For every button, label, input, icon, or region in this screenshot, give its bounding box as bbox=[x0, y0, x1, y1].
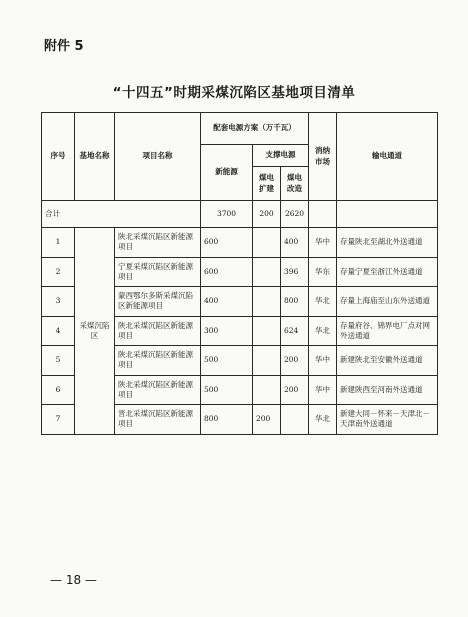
header-seq: 序号 bbox=[42, 113, 75, 201]
row-new-energy: 600 bbox=[201, 228, 253, 258]
row-market: 华北 bbox=[309, 316, 337, 346]
attachment-label: 附件 5 bbox=[44, 39, 84, 54]
row-coal-upgrade: 200 bbox=[281, 346, 309, 376]
page-number: — 18 — bbox=[50, 573, 97, 587]
header-new-energy: 新能源 bbox=[201, 145, 253, 201]
row-seq: 2 bbox=[42, 257, 75, 287]
row-market: 华东 bbox=[309, 257, 337, 287]
row-coal-upgrade: 400 bbox=[281, 228, 309, 258]
row-new-energy: 500 bbox=[201, 375, 253, 405]
row-new-energy: 500 bbox=[201, 346, 253, 376]
row-seq: 1 bbox=[42, 228, 75, 258]
row-seq: 4 bbox=[42, 316, 75, 346]
row-new-energy: 400 bbox=[201, 287, 253, 317]
total-coal-upgrade: 2620 bbox=[281, 201, 309, 228]
row-coal-expand bbox=[253, 287, 281, 317]
row-coal-upgrade: 800 bbox=[281, 287, 309, 317]
row-coal-expand bbox=[253, 346, 281, 376]
row-new-energy: 600 bbox=[201, 257, 253, 287]
row-project: 宁夏采煤沉陷区新能源项目 bbox=[115, 257, 201, 287]
row-channel: 存量宁夏至浙江外送通道 bbox=[337, 257, 438, 287]
row-new-energy: 800 bbox=[201, 405, 253, 435]
header-project: 项目名称 bbox=[115, 113, 201, 201]
project-list-table bbox=[41, 112, 438, 435]
header-coal-expand: 煤电扩建 bbox=[253, 167, 281, 201]
row-market: 华中 bbox=[309, 375, 337, 405]
header-market: 消纳市场 bbox=[309, 113, 337, 201]
row-channel: 新建陕西至河南外送通道 bbox=[337, 375, 438, 405]
row-project: 陕北采煤沉陷区新能源项目 bbox=[115, 316, 201, 346]
row-project: 陕北采煤沉陷区新能源项目 bbox=[115, 228, 201, 258]
row-coal-expand bbox=[253, 228, 281, 258]
document-title: “十四五”时期采煤沉陷区基地项目清单 bbox=[112, 85, 356, 101]
header-support-power: 支撑电源 bbox=[253, 145, 309, 167]
table-row bbox=[42, 228, 438, 258]
header-coal-upgrade: 煤电改造 bbox=[281, 167, 309, 201]
header-supporting-plan: 配套电源方案（万千瓦） bbox=[201, 113, 309, 145]
total-new-energy: 3700 bbox=[201, 201, 253, 228]
row-coal-upgrade: 396 bbox=[281, 257, 309, 287]
row-market: 华中 bbox=[309, 346, 337, 376]
row-seq: 5 bbox=[42, 346, 75, 376]
row-coal-expand bbox=[253, 316, 281, 346]
row-coal-upgrade bbox=[281, 405, 309, 435]
row-market: 华北 bbox=[309, 405, 337, 435]
row-seq: 3 bbox=[42, 287, 75, 317]
header-channel: 输电通道 bbox=[337, 113, 438, 201]
row-seq: 6 bbox=[42, 375, 75, 405]
row-new-energy: 300 bbox=[201, 316, 253, 346]
row-market: 华中 bbox=[309, 228, 337, 258]
total-coal-expand: 200 bbox=[253, 201, 281, 228]
row-project: 陕北采煤沉陷区新能源项目 bbox=[115, 375, 201, 405]
row-coal-expand: 200 bbox=[253, 405, 281, 435]
row-project: 陕北采煤沉陷区新能源项目 bbox=[115, 346, 201, 376]
total-label: 合计 bbox=[42, 201, 201, 228]
row-channel: 存量上海庙至山东外送通道 bbox=[337, 287, 438, 317]
row-channel: 新建大同－怀来－天津北－天津南外送通道 bbox=[337, 405, 438, 435]
row-channel: 新建陕北至安徽外送通道 bbox=[337, 346, 438, 376]
row-coal-expand bbox=[253, 257, 281, 287]
row-seq: 7 bbox=[42, 405, 75, 435]
total-row bbox=[42, 201, 438, 228]
base-name-cell: 采煤沉陷区 bbox=[75, 228, 115, 435]
row-channel: 存量陕北至湖北外送通道 bbox=[337, 228, 438, 258]
row-coal-expand bbox=[253, 375, 281, 405]
row-coal-upgrade: 200 bbox=[281, 375, 309, 405]
row-project: 晋北采煤沉陷区新能源项目 bbox=[115, 405, 201, 435]
row-market: 华北 bbox=[309, 287, 337, 317]
row-project: 蒙西鄂尔多斯采煤沉陷区新能源项目 bbox=[115, 287, 201, 317]
row-coal-upgrade: 624 bbox=[281, 316, 309, 346]
header-base: 基地名称 bbox=[75, 113, 115, 201]
row-channel: 存量府谷、锦界电厂点对网外送通道 bbox=[337, 316, 438, 346]
